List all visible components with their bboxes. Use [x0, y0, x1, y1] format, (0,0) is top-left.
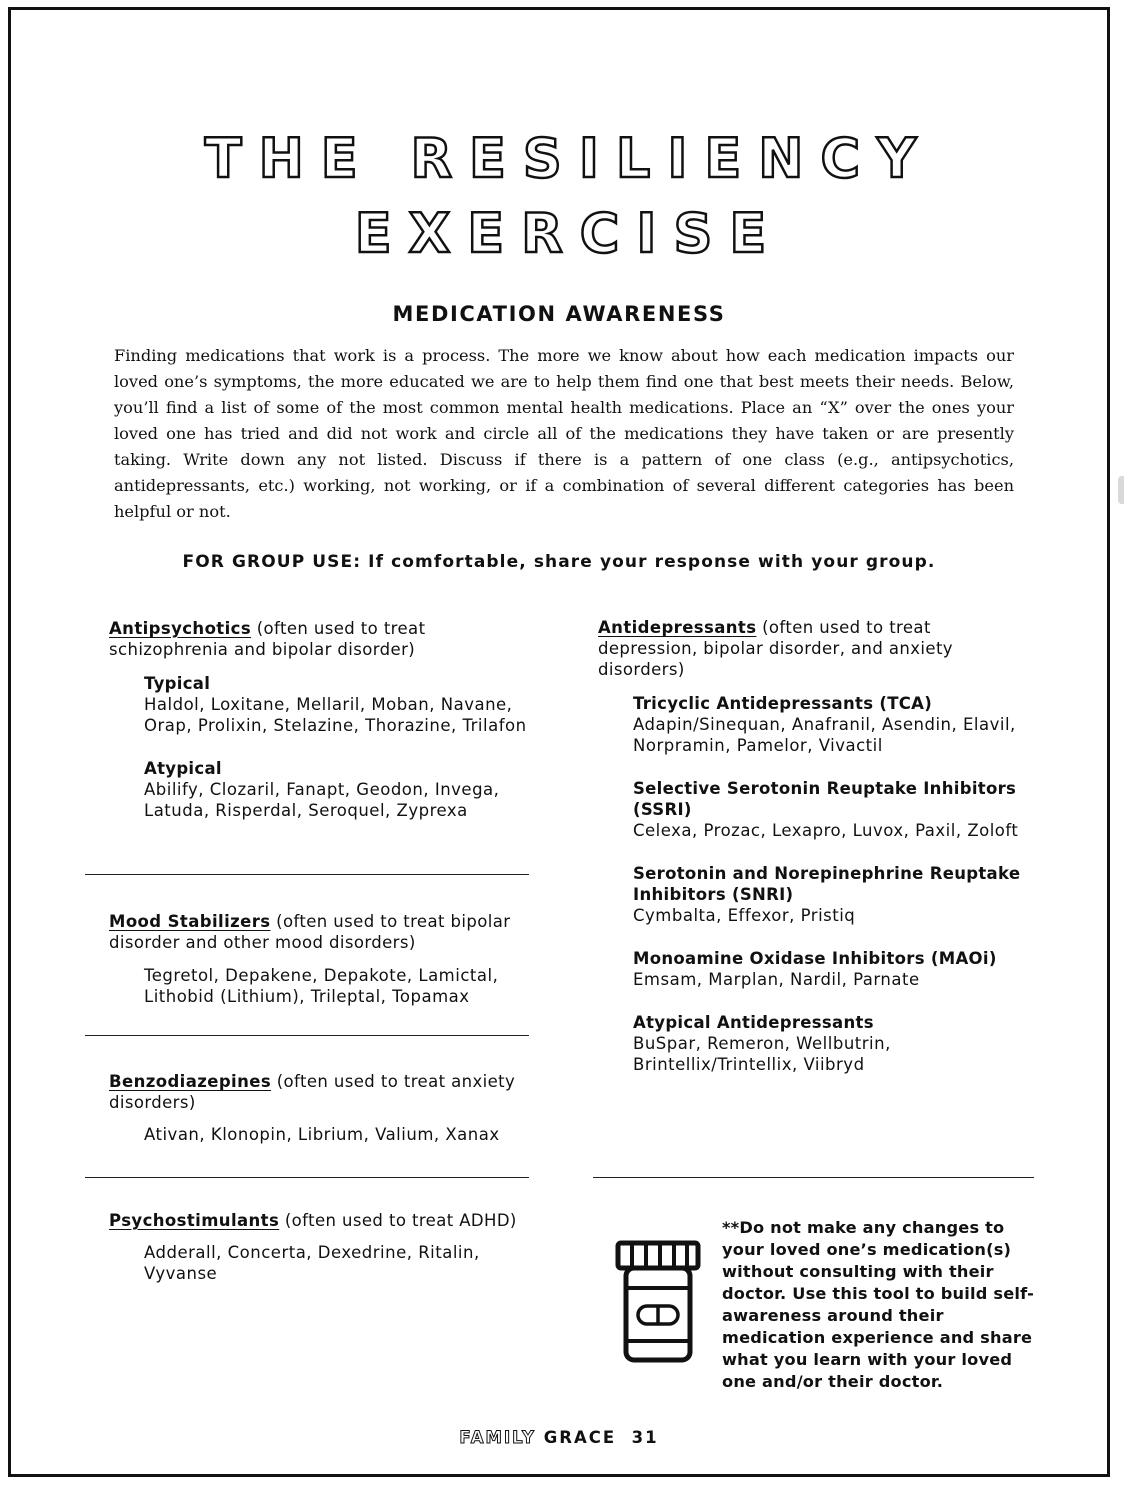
benzodiazepines-section: [109, 1071, 539, 1145]
psychostimulants-section: [109, 1210, 539, 1284]
mood-stabilizers-heading: [109, 911, 539, 953]
mood-stabilizers-desc: (often used to treat bipolar disorder and other mood disorders): [109, 912, 511, 952]
page: [8, 7, 1110, 1477]
page-title-line-2: EXERCISE: [354, 202, 784, 265]
page-number: 31: [631, 1428, 659, 1447]
psychostimulants-list: Adderall, Concerta, Dexedrine, Ritalin, Vyvanse: [144, 1243, 480, 1283]
antipsychotics-name: Antipsychotics: [109, 619, 252, 638]
atypical-antidepressants-list: BuSpar, Remeron, Wellbutrin, Brintellix/Trintellix, Viibryd: [633, 1034, 891, 1074]
ssri-list: Celexa, Prozac, Lexapro, Luvox, Paxil, Zoloft: [633, 821, 1019, 840]
section-subtitle: MEDICATION AWARENESS: [392, 302, 726, 326]
mood-stabilizers-section: [109, 911, 539, 1007]
tca-title: Tricyclic Antidepressants (TCA): [633, 694, 933, 713]
antidepressants-name: Antidepressants: [598, 618, 757, 637]
footer-brand-grace: GRACE: [543, 1428, 617, 1447]
maoi-title: Monoamine Oxidase Inhibitors (MAOi): [633, 949, 997, 968]
psychostimulants-group: [144, 1242, 539, 1284]
group-use-note: FOR GROUP USE: If comfortable, share your response with your group.: [182, 552, 936, 572]
mood-stabilizers-name: Mood Stabilizers: [109, 912, 271, 931]
atypical-group: [144, 758, 539, 821]
typical-title: Typical: [144, 674, 211, 693]
benzodiazepines-heading: [109, 1071, 539, 1113]
benzodiazepines-group: [144, 1124, 539, 1145]
antipsychotics-desc: (often used to treat schizophrenia and bipolar disorder): [109, 619, 426, 659]
psychostimulants-name: Psychostimulants: [109, 1211, 280, 1230]
divider: [85, 1035, 529, 1036]
maoi-list: Emsam, Marplan, Nardil, Parnate: [633, 970, 920, 989]
ssri-title: Selective Serotonin Reuptake Inhibitors (SSRI): [633, 779, 1017, 819]
antipsychotics-heading: [109, 618, 539, 660]
benzodiazepines-desc: (often used to treat anxiety disorders): [109, 1072, 516, 1112]
snri-group: [633, 863, 1028, 926]
snri-list: Cymbalta, Effexor, Pristiq: [633, 906, 856, 925]
antidepressants-section: [598, 617, 1028, 1075]
divider: [593, 1177, 1034, 1178]
maoi-group: [633, 948, 1028, 990]
psychostimulants-heading: [109, 1210, 539, 1231]
atypical-list: Abilify, Clozaril, Fanapt, Geodon, Invega, Latuda, Risperdal, Seroquel, Zyprexa: [144, 780, 500, 820]
ssri-group: [633, 778, 1028, 841]
atypical-antidepressants-title: Atypical Antidepressants: [633, 1013, 874, 1032]
typical-group: [144, 673, 539, 736]
psychostimulants-desc: (often used to treat ADHD): [279, 1211, 517, 1230]
intro-paragraph: Finding medications that work is a process. The more we know about how each medication impacts our loved one’s symptoms, the more educated we are to help them find one that best meets their needs. Below, you’ll find a list of some of the most common mental health medications. Place an “X” over the ones your loved one has tried and did not work and circle all of the medications they have taken or are presently taking. Write down any not listed. Discuss if there is a pattern of one class (e.g., antipsychotics, antidepressants, etc.) working, not working, or if a combination of several different categories has been helpful or not.: [114, 346, 1014, 521]
scrollbar-handle[interactable]: [1118, 476, 1124, 504]
tca-list: Adapin/Sinequan, Anafranil, Asendin, Elavil, Norpramin, Pamelor, Vivactil: [633, 715, 1016, 755]
snri-title: Serotonin and Norepinephrine Reuptake Inhibitors (SNRI): [633, 864, 1021, 904]
pill-bottle-icon: [611, 1238, 705, 1368]
typical-list: Haldol, Loxitane, Mellaril, Moban, Navane, Orap, Prolixin, Stelazine, Thorazine, Trilafon: [144, 695, 527, 735]
divider: [85, 874, 529, 875]
benzodiazepines-name: Benzodiazepines: [109, 1072, 272, 1091]
antipsychotics-section: [109, 618, 539, 821]
page-title-line-1: THE RESILIENCY: [204, 127, 934, 190]
tca-group: [633, 693, 1028, 756]
footer-brand-family: FAMILY: [459, 1428, 536, 1447]
footer: [11, 1428, 1107, 1447]
antidepressants-heading: [598, 617, 1028, 680]
divider: [85, 1177, 529, 1178]
antidepressants-desc: (often used to treat depression, bipolar disorder, and anxiety disorders): [598, 618, 953, 679]
mood-stabilizers-list: Tegretol, Depakene, Depakote, Lamictal, Lithobid (Lithium), Trileptal, Topamax: [144, 966, 499, 1006]
atypical-antidepressants-group: [633, 1012, 1028, 1075]
mood-stabilizers-group: [144, 965, 539, 1007]
atypical-title: Atypical: [144, 759, 222, 778]
benzodiazepines-list: Ativan, Klonopin, Librium, Valium, Xanax: [144, 1125, 500, 1144]
medication-warning-callout: **Do not make any changes to your loved one’s medication(s) without consulting with their doctor. Use this tool to build self-awareness around their medication experience and share what you learn with your loved one and/or their doctor.: [722, 1218, 1035, 1391]
